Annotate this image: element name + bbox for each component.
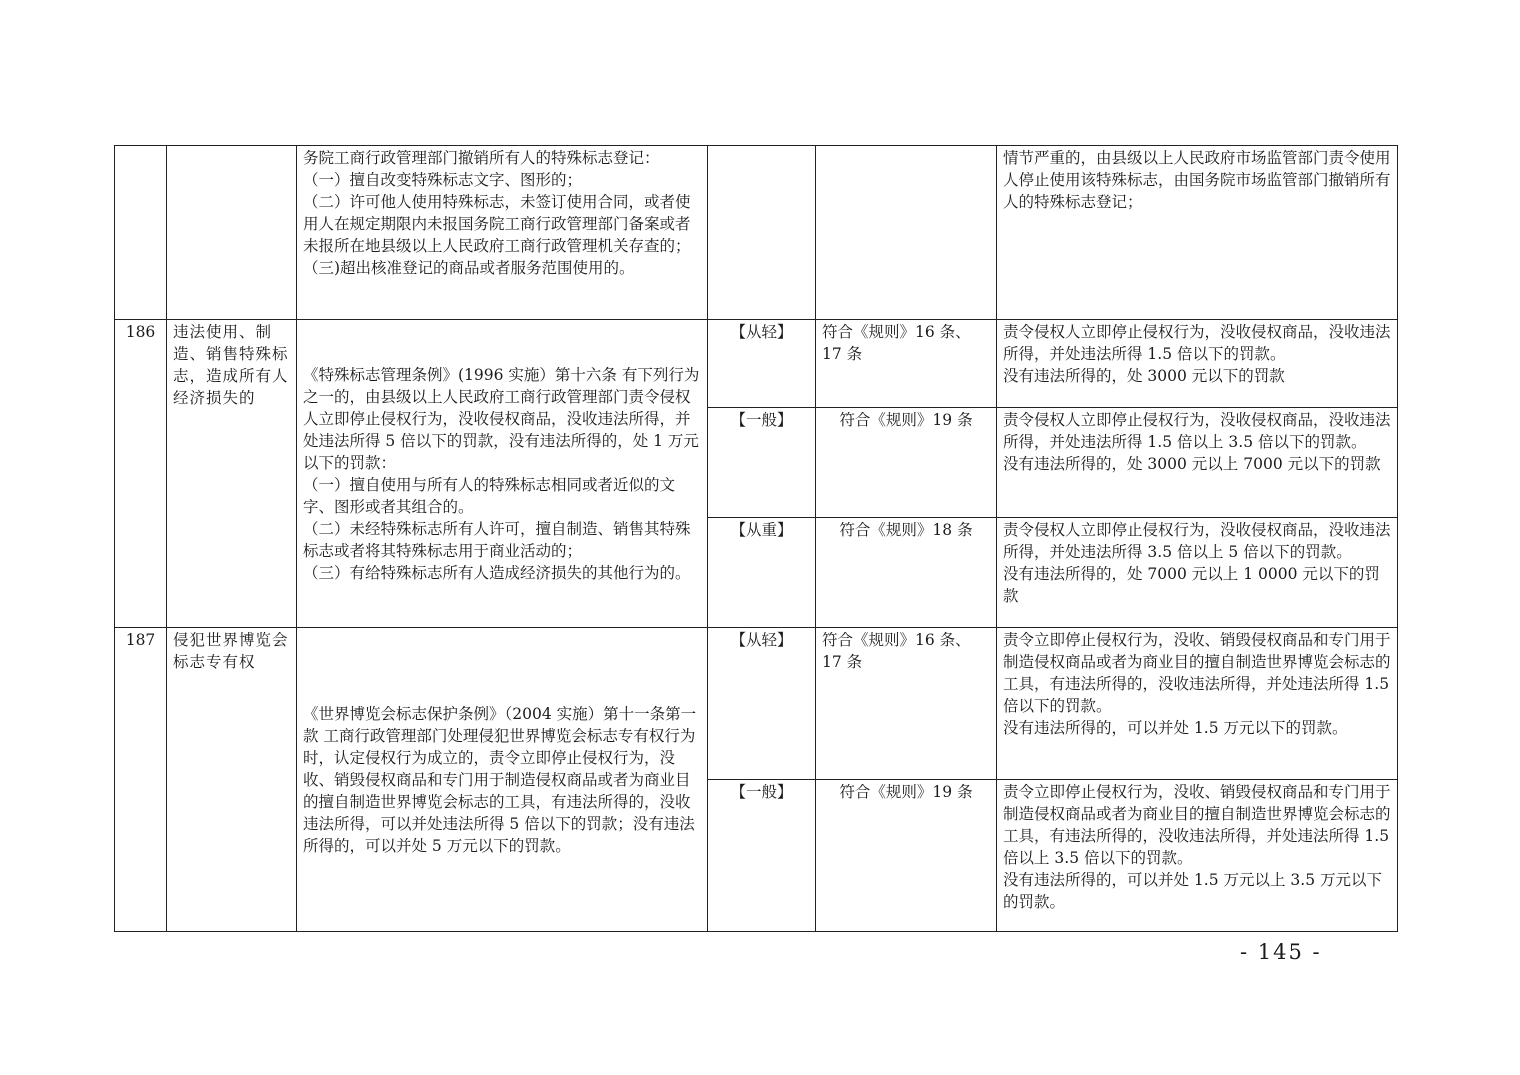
level-cell: 【从重】 <box>708 518 816 628</box>
standard-line: 责令侵权人立即停止侵权行为，没收侵权商品，没收违法所得，并处违法所得 3.5 倍以上 5 倍以下的罚款。 <box>1003 521 1391 561</box>
table-row <box>115 320 1398 408</box>
basis-line: 《世界博览会标志保护条例》（2004 实施）第十一条第一款 工商行政管理部门处理侵犯世界博览会标志专有权行为时，认定侵权行为成立的，责令立即停止侵权行为，没收、销毁侵权商品和专门用于制造侵权商品或者为商业目的擅自制造世界博览会标志的工具，有违法所得的，没收违法所得，可以并处违法所得 5 倍以下的罚款；没有违法所得的，可以并处 5 万元以下的罚款。 <box>303 704 697 855</box>
level-cell: 【一般】 <box>708 780 816 932</box>
basis-line: （二）许可他人使用特殊标志，未签订使用合同，或者使用人在规定期限内未报国务院工商行政管理部门备案或者未报所在地县级以上人民政府工商行政管理机关存查的； <box>303 193 691 255</box>
basis-line: （三)超出核准登记的商品或者服务范围使用的。 <box>303 259 635 277</box>
standard-line: 责令立即停止侵权行为，没收、销毁侵权商品和专门用于制造侵权商品或者为商业目的擅自制造世界博览会标志的工具，有违法所得的，没收违法所得，并处违法所得 1.5 倍以下的罚款。 <box>1003 631 1395 715</box>
standard-line: 情节严重的，由县级以上人民政府市场监管部门责令使用人停止使用该特殊标志，由国务院市场监管部门撤销所有人的特殊标志登记； <box>1003 149 1391 211</box>
standard-cell <box>997 628 1398 780</box>
standard-line: 责令侵权人立即停止侵权行为，没收侵权商品，没收违法所得，并处违法所得 1.5 倍以下的罚款。 <box>1003 323 1391 363</box>
basis-line: （三）有给特殊标志所有人造成经济损失的其他行为的。 <box>303 563 691 582</box>
condition-cell: 符合《规则》16 条、17 条 <box>816 628 997 780</box>
item-cell <box>167 146 297 320</box>
penalty-standards-table <box>114 145 1398 932</box>
row-number-cell: 187 <box>115 628 167 932</box>
level-cell: 【从轻】 <box>708 628 816 780</box>
basis-line: 《特殊标志管理条例》(1996 实施）第十六条 有下列行为之一的，由县级以上人民政府工商行政管理部门责令侵权人立即停止侵权行为，没收侵权商品，没收违法所得，并处违法所得 5 倍以下的罚款，没有违法所得的，处 1 万元以下的罚款： <box>303 365 700 472</box>
table-row <box>115 146 1398 320</box>
item-cell: 侵犯世界博览会标志专有权 <box>167 628 297 932</box>
standard-cell <box>997 146 1398 320</box>
level-cell: 【从轻】 <box>708 320 816 408</box>
table-row <box>115 628 1398 780</box>
standard-line: 没有违法所得的，可以并处 1.5 万元以上 3.5 万元以下的罚款。 <box>1003 871 1383 911</box>
condition-cell: 符合《规则》19 条 <box>816 780 997 932</box>
condition-cell: 符合《规则》16 条、17 条 <box>816 320 997 408</box>
level-cell <box>708 146 816 320</box>
legal-basis-cell <box>297 320 708 628</box>
level-cell: 【一般】 <box>708 408 816 518</box>
standard-line: 没有违法所得的，处 7000 元以上 1 0000 元以下的罚款 <box>1003 565 1380 605</box>
row-number-cell: 186 <box>115 320 167 628</box>
basis-line: （一）擅自使用与所有人的特殊标志相同或者近似的文字、图形或者其组合的。 <box>303 475 676 516</box>
standard-cell <box>997 320 1398 408</box>
condition-cell: 符合《规则》18 条 <box>816 518 997 628</box>
condition-cell: 符合《规则》19 条 <box>816 408 997 518</box>
standard-line: 没有违法所得的，可以并处 1.5 万元以下的罚款。 <box>1003 719 1348 737</box>
standard-line: 责令侵权人立即停止侵权行为，没收侵权商品，没收违法所得，并处违法所得 1.5 倍以上 3.5 倍以下的罚款。 <box>1003 411 1391 451</box>
row-number-cell <box>115 146 167 320</box>
item-cell: 违法使用、制造、销售特殊标志，造成所有人经济损失的 <box>167 320 297 628</box>
legal-basis-cell <box>297 146 708 320</box>
standard-line: 责令立即停止侵权行为，没收、销毁侵权商品和专门用于制造侵权商品或者为商业目的擅自制造世界博览会标志的工具，有违法所得的，没收违法所得，并处违法所得 1.5 倍以上 3.5 倍以下的罚款。 <box>1003 783 1395 867</box>
standard-cell <box>997 518 1398 628</box>
legal-basis-cell <box>297 628 708 932</box>
standard-line: 没有违法所得的，处 3000 元以上 7000 元以下的罚款 <box>1003 455 1381 473</box>
basis-line: 务院工商行政管理部门撤销所有人的特殊标志登记： <box>303 149 660 167</box>
standard-cell <box>997 408 1398 518</box>
condition-cell <box>816 146 997 320</box>
standard-cell <box>997 780 1398 932</box>
basis-line: （二）未经特殊标志所有人许可，擅自制造、销售其特殊标志或者将其特殊标志用于商业活动的； <box>303 519 691 560</box>
standard-line: 没有违法所得的，处 3000 元以下的罚款 <box>1003 367 1285 385</box>
page-number: - 145 - <box>1240 940 1322 964</box>
basis-line: （一）擅自改变特殊标志文字、图形的； <box>303 171 583 189</box>
